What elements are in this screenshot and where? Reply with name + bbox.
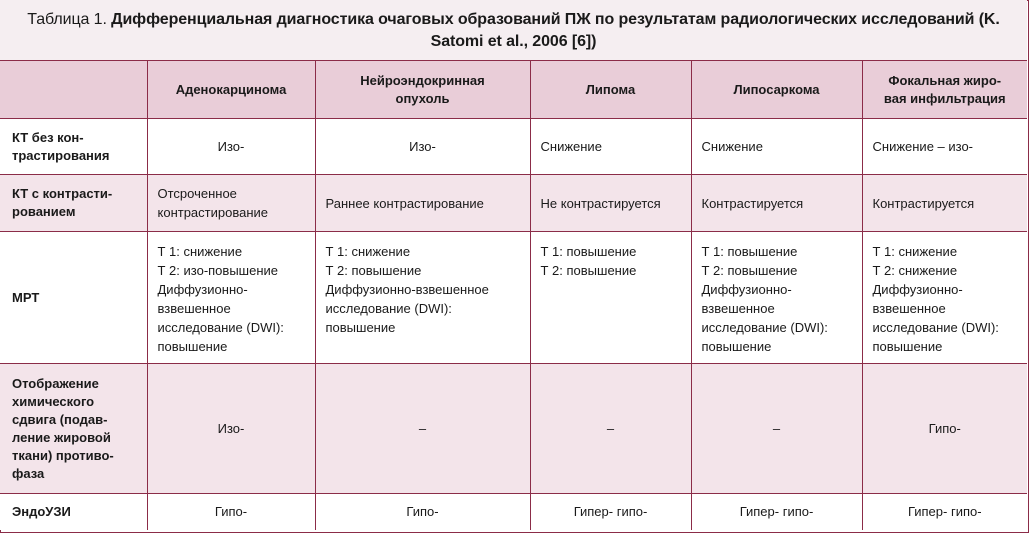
table-cell: Контрастируется (691, 175, 862, 232)
table-cell: Т 1: снижение Т 2: снижение Диффузионно- взвешенное исследование (DWI): повышение (862, 232, 1027, 364)
table-header-row (0, 61, 1027, 119)
table-cell: Гипо- (147, 494, 315, 530)
table-cell: Контрастируется (862, 175, 1027, 232)
row-label-chemical-shift: Отображение химического сдвига (подав- ление жировой ткани) противо- фаза (0, 364, 147, 494)
table-cell: Снижение (530, 119, 691, 175)
table-cell: Раннее контрастирование (315, 175, 530, 232)
table-cell: Т 1: повышение Т 2: повышение (530, 232, 691, 364)
table-cell: Изо- (147, 119, 315, 175)
table-row-ct-plain (0, 119, 1027, 175)
table-cell: Т 1: снижение Т 2: повышение Диффузионно-взвешенное исследование (DWI): повышение (315, 232, 530, 364)
table-cell: Гипо- (862, 364, 1027, 494)
header-cell-neuroendocrine: Нейроэндокринная опухоль (315, 61, 530, 119)
table-cell: – (315, 364, 530, 494)
header-cell-lipoma: Липома (530, 61, 691, 119)
table-cell: Изо- (315, 119, 530, 175)
table-title-prefix: Таблица 1. (27, 11, 112, 28)
table-cell: Т 1: снижение Т 2: изо-повышение Диффузионно- взвешенное исследование (DWI): повышение (147, 232, 315, 364)
table-title (0, 0, 1027, 61)
row-label-ct-plain: КТ без кон- трастирования (0, 119, 147, 175)
table-row-mri (0, 232, 1027, 364)
table-title-main: Дифференциальная диагностика очаговых образований ПЖ по результатам радиологических исследований (K. Satomi et al., 2006 [6]) (111, 11, 1000, 50)
header-cell-adenocarcinoma: Аденокарцинома (147, 61, 315, 119)
header-cell-focal-fat: Фокальная жиро- вая инфильтрация (862, 61, 1027, 119)
table-cell: – (691, 364, 862, 494)
header-cell-empty (0, 61, 147, 119)
table-cell: Т 1: повышение Т 2: повышение Диффузионно- взвешенное исследование (DWI): повышение (691, 232, 862, 364)
row-label-endo-us: ЭндоУЗИ (0, 494, 147, 530)
table-cell: Снижение – изо- (862, 119, 1027, 175)
row-label-ct-contrast: КТ с контрасти- рованием (0, 175, 147, 232)
table-cell: – (530, 364, 691, 494)
table-cell: Гипер- гипо- (530, 494, 691, 530)
table-cell: Гипер- гипо- (691, 494, 862, 530)
table-row-chemical-shift (0, 364, 1027, 494)
header-cell-liposarcoma: Липосаркома (691, 61, 862, 119)
table-cell: Отсроченное контрастирование (147, 175, 315, 232)
table-cell: Не контрастируется (530, 175, 691, 232)
table-cell: Гипо- (315, 494, 530, 530)
table-cell: Изо- (147, 364, 315, 494)
table-row-endo-us (0, 494, 1027, 530)
row-label-mri: МРТ (0, 232, 147, 364)
table-row-ct-contrast (0, 175, 1027, 232)
diagnostics-table (0, 61, 1027, 530)
table-cell: Снижение (691, 119, 862, 175)
table-cell: Гипер- гипо- (907, 504, 982, 520)
